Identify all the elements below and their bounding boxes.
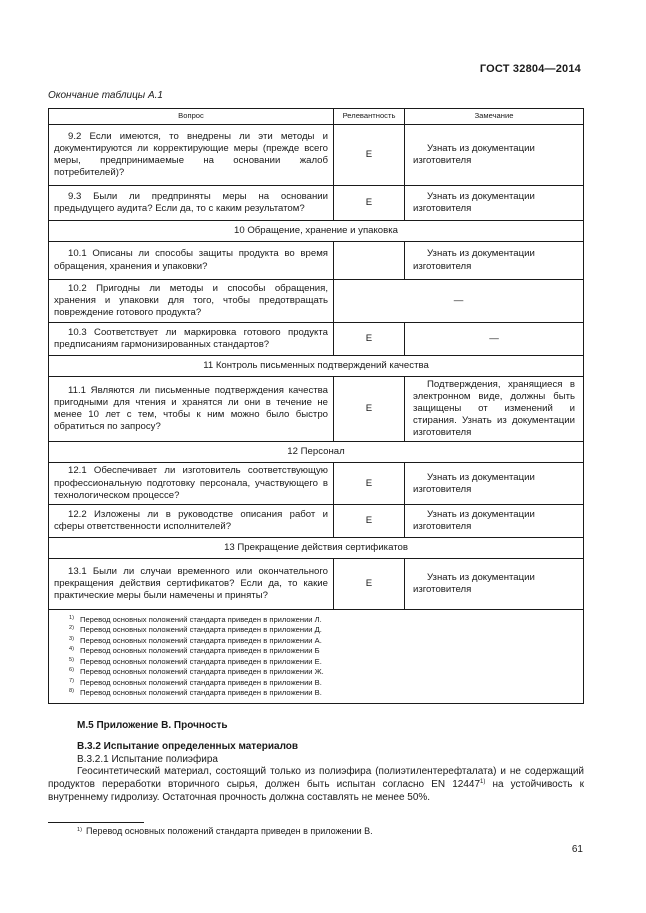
table-footnote: $^{8)}$ Перевод основных положений стандарта приведен в приложении В. <box>69 688 322 698</box>
table-row <box>49 242 584 280</box>
section-title: 10 Обращение, хранение и упаковка <box>49 221 584 242</box>
relevance-cell: Е <box>334 558 405 609</box>
footnote-separator <box>48 822 144 823</box>
table-row <box>49 504 584 537</box>
relevance-cell: Е <box>334 323 405 356</box>
note-text: Узнать из документации изготовителя <box>413 190 535 214</box>
table-row <box>49 186 584 221</box>
section-title: 13 Прекращение действия сертификатов <box>49 537 584 558</box>
question-cell <box>49 377 334 442</box>
note-cell <box>405 504 584 537</box>
question-cell <box>49 125 334 186</box>
section-row <box>49 356 584 377</box>
note-cell <box>405 377 584 442</box>
page-footnote-text: Перевод основных положений стандарта приведен в приложении В. <box>85 826 373 836</box>
relevance-cell: Е <box>334 463 405 504</box>
question-text: 10.1 Описаны ли способы защиты продукта во время обращения, хранения и упаковки? <box>54 248 328 272</box>
footnote-text: Перевод основных положений стандарта приведен в приложении Л. <box>80 614 322 624</box>
page-number: 61 <box>571 844 583 855</box>
column-header-note: Замечание <box>405 109 584 125</box>
table-row <box>49 280 584 323</box>
section-heading-b321: В.3.2.1 Испытание полиэфира <box>77 754 218 765</box>
question-cell <box>49 242 334 280</box>
question-text: 10.2 Пригодны ли методы и способы обращения, хранения и упаковки для того, чтобы предотвращать повреждение готового продукта? <box>54 282 328 319</box>
table-footnote: $^{7)}$ Перевод основных положений стандарта приведен в приложении В. <box>69 677 322 687</box>
polyester-test-paragraph <box>48 765 584 804</box>
page-footnote-mark: 1) <box>77 827 82 833</box>
section-heading-m5: М.5 Приложение В. Прочность <box>77 720 228 731</box>
section-heading-b32: В.3.2 Испытание определенных материалов <box>77 741 299 752</box>
question-cell <box>49 186 334 221</box>
table-footnotes <box>49 609 584 703</box>
footnote-text: Перевод основных положений стандарта приведен в приложении Б <box>80 646 320 656</box>
question-text: 13.1 Были ли случаи временного или окончательного прекращения действия сертификатов? Если да, то какие практические меры были намечены и приняты? <box>54 565 328 601</box>
question-cell <box>49 558 334 609</box>
question-text: 11.1 Являются ли письменные подтверждения качества пригодными для чтения и хранятся ли они в течение не менее 10 лет с тем, чтобы к ним можно было быстро обратиться по запросу? <box>54 385 328 433</box>
note-text: Узнать из документации изготовителя <box>413 571 535 595</box>
relevance-cell <box>334 242 405 280</box>
table-row <box>49 463 584 504</box>
question-cell <box>49 280 334 323</box>
note-text: Узнать из документации изготовителя <box>413 471 535 495</box>
section-row <box>49 221 584 242</box>
footnote-text: Перевод основных положений стандарта приведен в приложении В. <box>80 688 322 698</box>
table-header-row <box>49 109 584 125</box>
table-footnote: $^{1)}$ Перевод основных положений стандарта приведен в приложении Л. <box>69 614 322 624</box>
note-cell <box>405 186 584 221</box>
section-row <box>49 442 584 463</box>
question-text: 12.2 Изложены ли в руководстве описания работ и сферы ответственности исполнителей? <box>54 508 328 532</box>
note-cell <box>405 242 584 280</box>
table-footnote: $^{6)}$ Перевод основных положений стандарта приведен в приложении Ж. <box>69 667 324 677</box>
paragraph-text-after: на устойчивость к внутреннему гидролизу. Остаточная прочность должна составлять не менее 50%. <box>48 779 584 803</box>
table-caption: Окончание таблицы А.1 <box>48 90 163 101</box>
note-text: Узнать из документации изготовителя <box>413 248 535 272</box>
question-cell <box>49 323 334 356</box>
question-text: 12.1 Обеспечивает ли изготовитель соответствующую профессиональную подготовку персонала, участвующего в технологическом процессе? <box>54 465 328 501</box>
column-header-relevance: Релевантность <box>334 109 405 125</box>
footnote-text: Перевод основных положений стандарта приведен в приложении А. <box>80 635 322 645</box>
note-cell: — <box>405 323 584 356</box>
note-text: Узнать из документации изготовителя <box>413 508 535 532</box>
table-row <box>49 558 584 609</box>
note-cell <box>405 463 584 504</box>
question-cell <box>49 463 334 504</box>
table-row <box>49 125 584 186</box>
section-title: 12 Персонал <box>49 442 584 463</box>
table-row <box>49 323 584 356</box>
relevance-cell: Е <box>334 377 405 442</box>
standard-designation: ГОСТ 32804—2014 <box>479 63 581 75</box>
footnote-text: Перевод основных положений стандарта приведен в приложении Ж. <box>80 667 324 677</box>
note-text: Подтверждения, хранящиеся в электронном виде, должны быть защищены от изменений и стирания. Узнать из документации изготовителя <box>413 379 575 439</box>
note-cell: — <box>334 280 584 323</box>
relevance-cell: Е <box>334 125 405 186</box>
table-footnotes-row <box>49 609 584 703</box>
table-footnote: $^{2)}$ Перевод основных положений стандарта приведен в приложении Д. <box>69 625 322 635</box>
paragraph-text-before: Геосинтетический материал, состоящий только из полиэфира (полиэтилентерефталата) и не содержащий продуктов переработки вторичного сырья, должен быть испытан согласно EN 12447 <box>48 766 584 790</box>
page-footnote <box>77 826 373 836</box>
paragraph-footnote-mark: 1) <box>480 779 486 785</box>
footnote-text: Перевод основных положений стандарта приведен в приложении Е. <box>80 656 322 666</box>
note-cell <box>405 125 584 186</box>
note-text: Узнать из документации изготовителя <box>413 142 535 166</box>
table-footnote: $^{3)}$ Перевод основных положений стандарта приведен в приложении А. <box>69 635 322 645</box>
question-text: 9.2 Если имеются, то внедрены ли эти методы и документируются ли корректирующие меры (прежде всего меры, предпринимаемые на основании жалоб потребителей)? <box>54 130 328 179</box>
table-footnote: $^{4)}$ Перевод основных положений стандарта приведен в приложении Б <box>69 646 320 656</box>
table-row <box>49 377 584 442</box>
relevance-cell: Е <box>334 504 405 537</box>
footnote-text: Перевод основных положений стандарта приведен в приложении Д. <box>80 625 322 635</box>
footnote-text: Перевод основных положений стандарта приведен в приложении В. <box>80 677 322 687</box>
section-row <box>49 537 584 558</box>
note-cell <box>405 558 584 609</box>
question-cell <box>49 504 334 537</box>
section-title: 11 Контроль письменных подтверждений качества <box>49 356 584 377</box>
question-text: 10.3 Соответствует ли маркировка готового продукта предписаниям гармонизированных стандартов? <box>54 326 328 350</box>
table-footnote: $^{5)}$ Перевод основных положений стандарта приведен в приложении Е. <box>69 656 322 666</box>
column-header-question: Вопрос <box>49 109 334 125</box>
requirements-table <box>48 108 584 704</box>
relevance-cell: Е <box>334 186 405 221</box>
question-text: 9.3 Были ли предприняты меры на основании предыдущего аудита? Если да, то с каким результатом? <box>54 190 328 214</box>
